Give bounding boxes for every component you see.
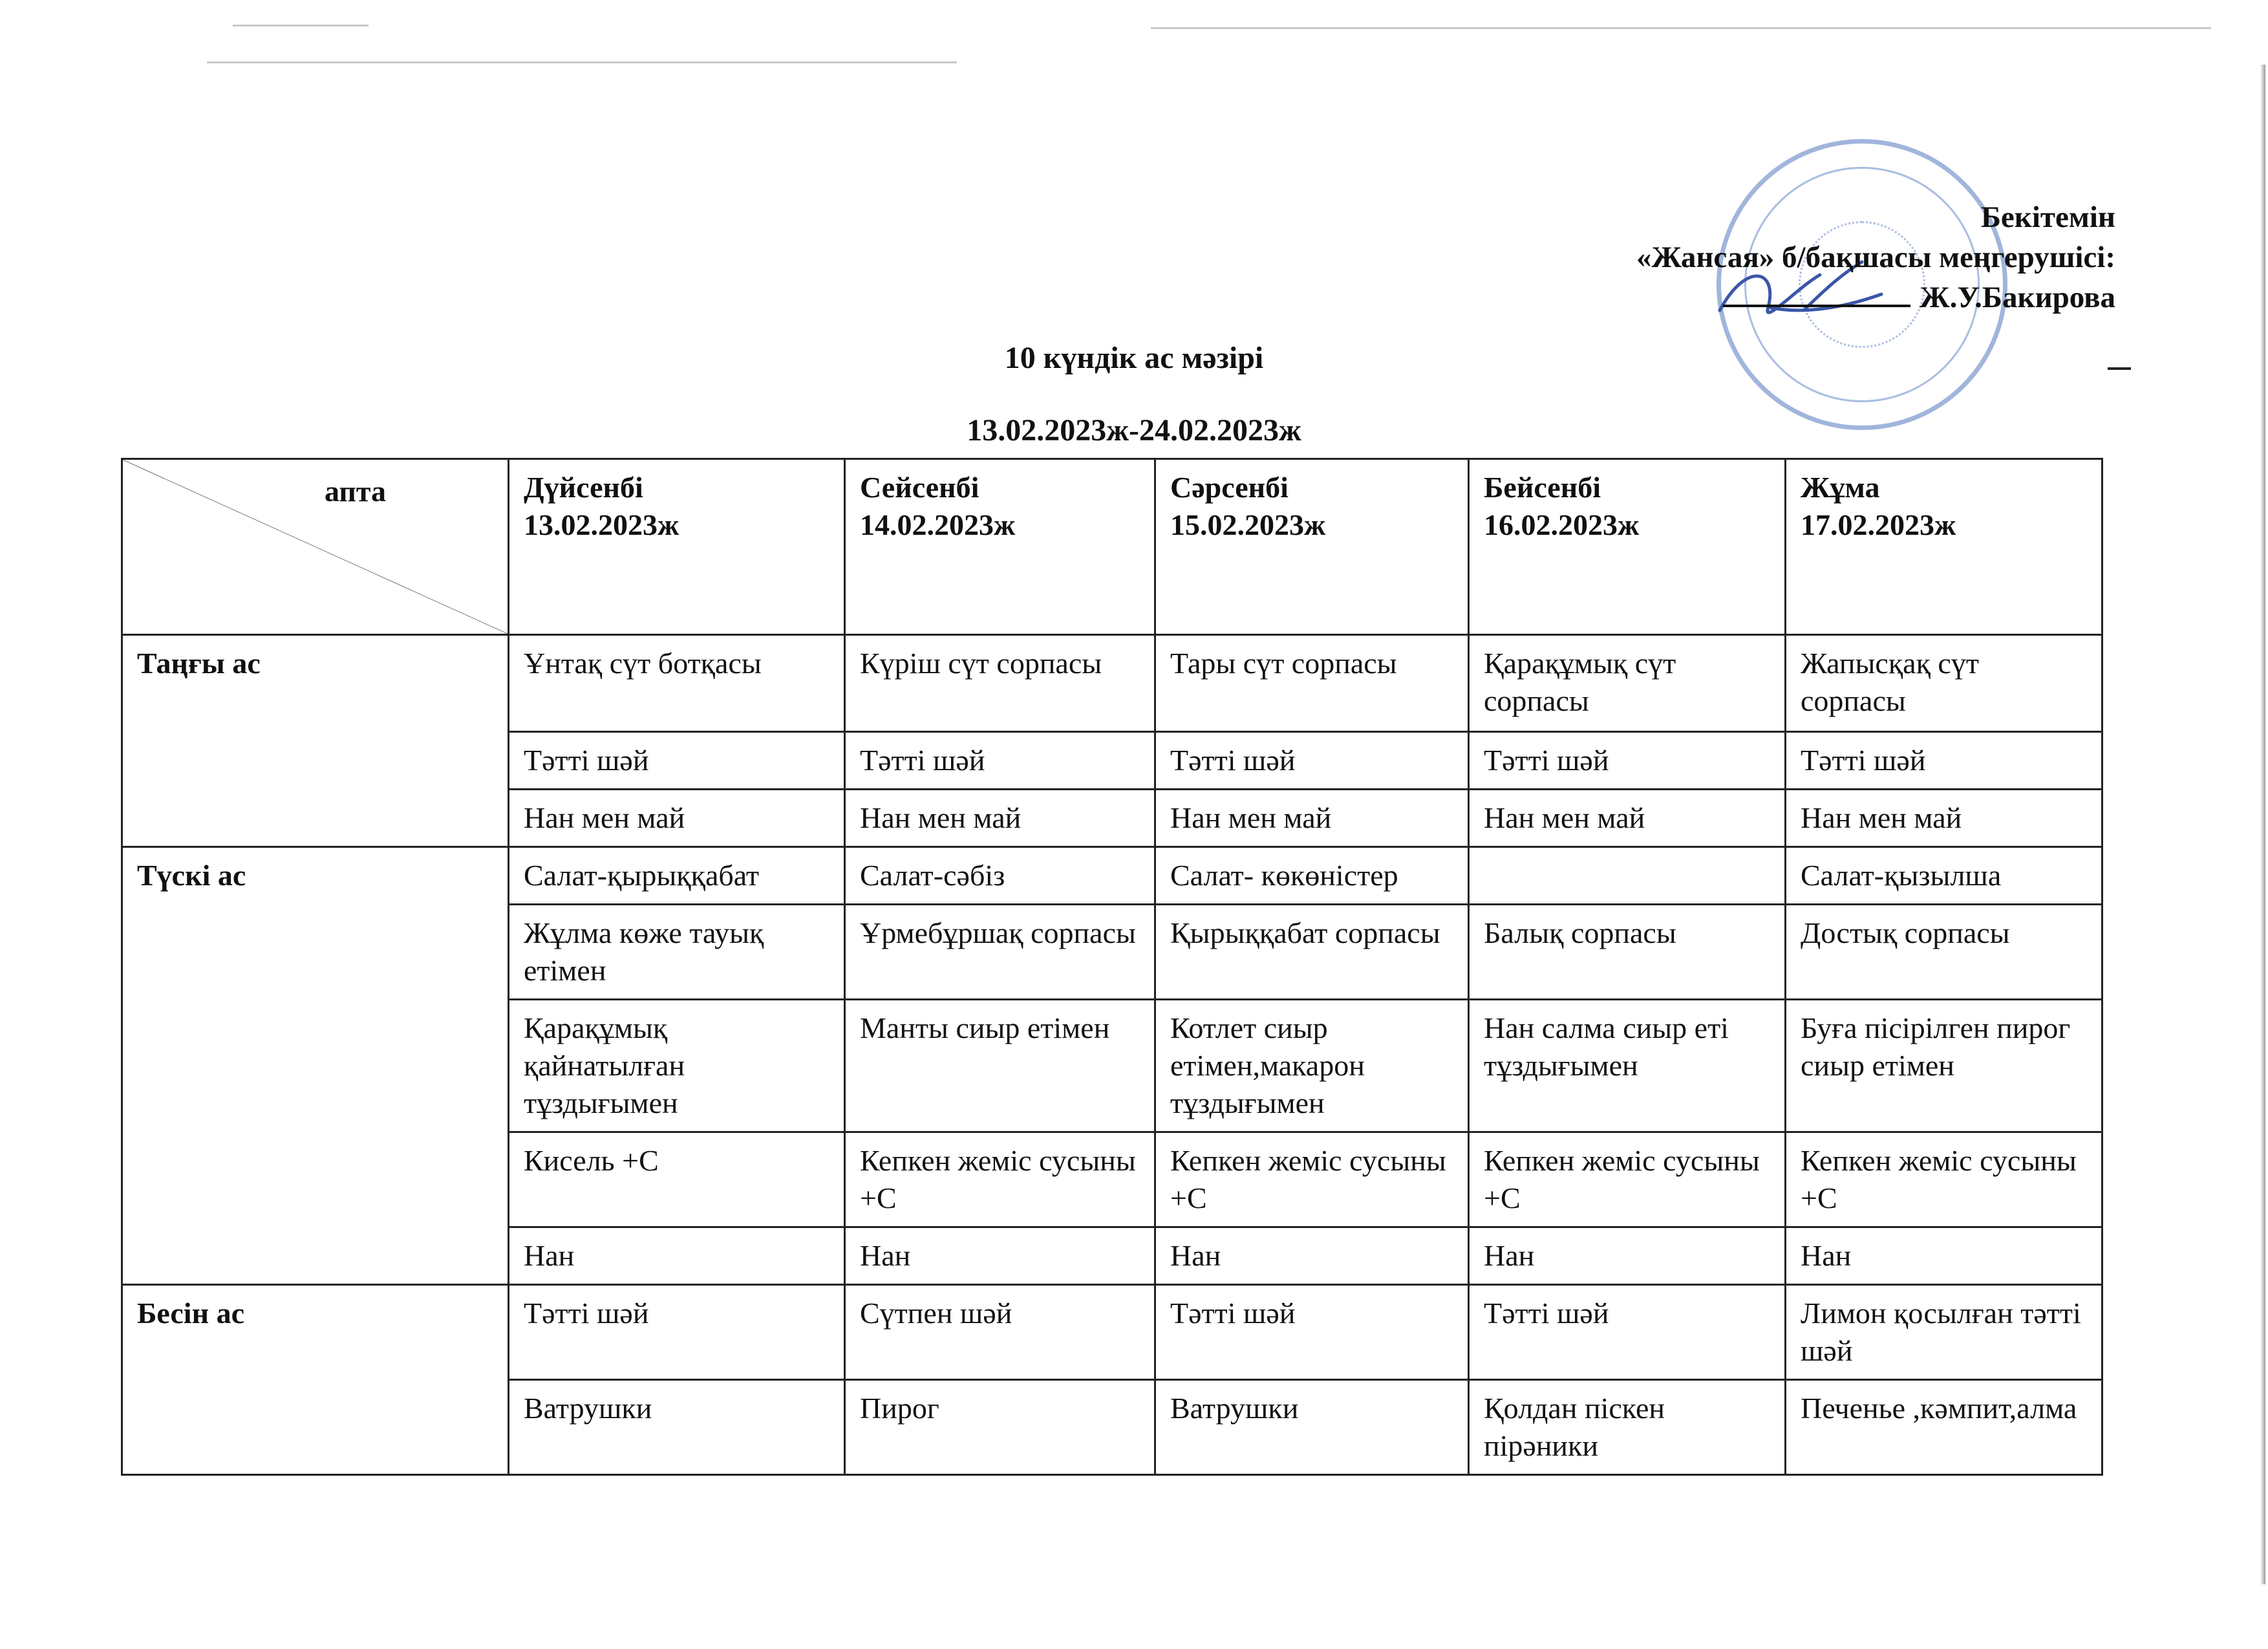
day-date: 13.02.2023ж: [524, 508, 679, 541]
menu-cell: Тәтті шәй: [509, 732, 845, 790]
menu-cell: Нан: [845, 1227, 1155, 1285]
menu-cell: Достық сорпасы: [1786, 905, 2102, 1000]
table-row: [122, 1285, 2102, 1380]
menu-cell: Қарақұмық қайнатылған тұздығымен: [509, 1000, 845, 1132]
menu-cell: Буға пісірілген пирог сиыр етімен: [1786, 1000, 2102, 1132]
header-corner-cell: [122, 459, 509, 635]
signature-line: [1723, 281, 1910, 307]
menu-cell: Ұрмебұршақ сорпасы: [845, 905, 1155, 1000]
header-day-friday: [1786, 459, 2102, 635]
menu-cell: Нан: [509, 1227, 845, 1285]
meal-name-breakfast: Таңғы ас: [122, 635, 509, 847]
approval-title: Бекітемін: [1980, 200, 2115, 234]
menu-cell: Тәтті шәй: [1155, 732, 1469, 790]
scan-page-edge: [2260, 65, 2265, 1584]
meal-name-lunch: Түскі ас: [122, 847, 509, 1285]
menu-cell: Печенье ,кәмпит,алма: [1786, 1380, 2102, 1475]
day-name: Дүйсенбі: [524, 471, 643, 504]
approval-block: [1636, 197, 2115, 318]
menu-cell: Жұлма көже тауық етімен: [509, 905, 845, 1000]
menu-cell: Нан: [1786, 1227, 2102, 1285]
menu-cell: Ватрушки: [509, 1380, 845, 1475]
day-date: 16.02.2023ж: [1484, 508, 1640, 541]
menu-cell: Тәтті шәй: [845, 732, 1155, 790]
day-name: Сәрсенбі: [1170, 471, 1289, 504]
menu-cell: Нан мен май: [1155, 790, 1469, 847]
menu-cell: Тәтті шәй: [1786, 732, 2102, 790]
menu-cell: [1469, 847, 1786, 905]
approval-position: «Жансая» б/бақшасы меңгерушісі:: [1636, 241, 2115, 274]
approval-signatory: [1636, 277, 2115, 318]
menu-cell: Лимон қосылған тәтті шәй: [1786, 1285, 2102, 1380]
document-title: 10 күндік ас мәзірі: [1004, 341, 1264, 375]
menu-cell: Ватрушки: [1155, 1380, 1469, 1475]
scan-artifact-line: [233, 25, 369, 27]
header-day-tuesday: [845, 459, 1155, 635]
menu-cell: Қолдан піскен пірәники: [1469, 1380, 1786, 1475]
menu-cell: Тәтті шәй: [1469, 732, 1786, 790]
menu-cell: Нан: [1155, 1227, 1469, 1285]
menu-cell: Кепкен жеміс сусыны +С: [1469, 1132, 1786, 1227]
menu-cell: Салат-сәбіз: [845, 847, 1155, 905]
meal-name-afternoon-snack: Бесін ас: [122, 1285, 509, 1475]
menu-cell: Салат- көкөністер: [1155, 847, 1469, 905]
day-date: 14.02.2023ж: [860, 508, 1016, 541]
menu-cell: Балық сорпасы: [1469, 905, 1786, 1000]
day-name: Сейсенбі: [860, 471, 979, 504]
menu-cell: Нан: [1469, 1227, 1786, 1285]
menu-cell: Тәтті шәй: [1469, 1285, 1786, 1380]
menu-cell: Тәтті шәй: [1155, 1285, 1469, 1380]
table-row: [122, 635, 2102, 732]
menu-cell: Тары сүт сорпасы: [1155, 635, 1469, 732]
header-day-monday: [509, 459, 845, 635]
menu-cell: Күріш сүт сорпасы: [845, 635, 1155, 732]
menu-cell: Тәтті шәй: [509, 1285, 845, 1380]
approval-name: Ж.У.Бакирова: [1920, 281, 2115, 314]
header-day-wednesday: [1155, 459, 1469, 635]
day-name: Жұма: [1801, 471, 1880, 504]
day-date: 17.02.2023ж: [1801, 508, 1956, 541]
menu-cell: Жапысқақ сүт сорпасы: [1786, 635, 2102, 732]
menu-cell: Салат-қырыққабат: [509, 847, 845, 905]
menu-cell: Салат-қызылша: [1786, 847, 2102, 905]
day-name: Бейсенбі: [1484, 471, 1601, 504]
menu-cell: Кисель +С: [509, 1132, 845, 1227]
menu-cell: Нан мен май: [845, 790, 1155, 847]
menu-table: [121, 458, 2103, 1476]
header-row: [122, 459, 2102, 635]
corner-label: апта: [325, 475, 387, 508]
menu-cell: Кепкен жеміс сусыны +С: [1155, 1132, 1469, 1227]
table-row: [122, 847, 2102, 905]
menu-cell: Қарақұмық сүт сорпасы: [1469, 635, 1786, 732]
menu-cell: Нан мен май: [1469, 790, 1786, 847]
menu-cell: Қырыққабат сорпасы: [1155, 905, 1469, 1000]
document-period: 13.02.2023ж-24.02.2023ж: [967, 413, 1301, 447]
header-day-thursday: [1469, 459, 1786, 635]
menu-cell: Манты сиыр етімен: [845, 1000, 1155, 1132]
scan-artifact-line: [207, 61, 957, 63]
menu-cell: Котлет сиыр етімен,макарон тұздығымен: [1155, 1000, 1469, 1132]
menu-cell: Нан мен май: [509, 790, 845, 847]
menu-cell: Нан мен май: [1786, 790, 2102, 847]
menu-cell: Кепкен жеміс сусыны +С: [845, 1132, 1155, 1227]
menu-cell: Ұнтақ сүт ботқасы: [509, 635, 845, 732]
corner-diagonal: [123, 460, 508, 634]
menu-cell: Пирог: [845, 1380, 1155, 1475]
scan-artifact-line: [1151, 27, 2211, 29]
menu-cell: Кепкен жеміс сусыны +С: [1786, 1132, 2102, 1227]
menu-cell: Сүтпен шәй: [845, 1285, 1155, 1380]
menu-cell: Нан салма сиыр еті тұздығымен: [1469, 1000, 1786, 1132]
day-date: 15.02.2023ж: [1170, 508, 1326, 541]
